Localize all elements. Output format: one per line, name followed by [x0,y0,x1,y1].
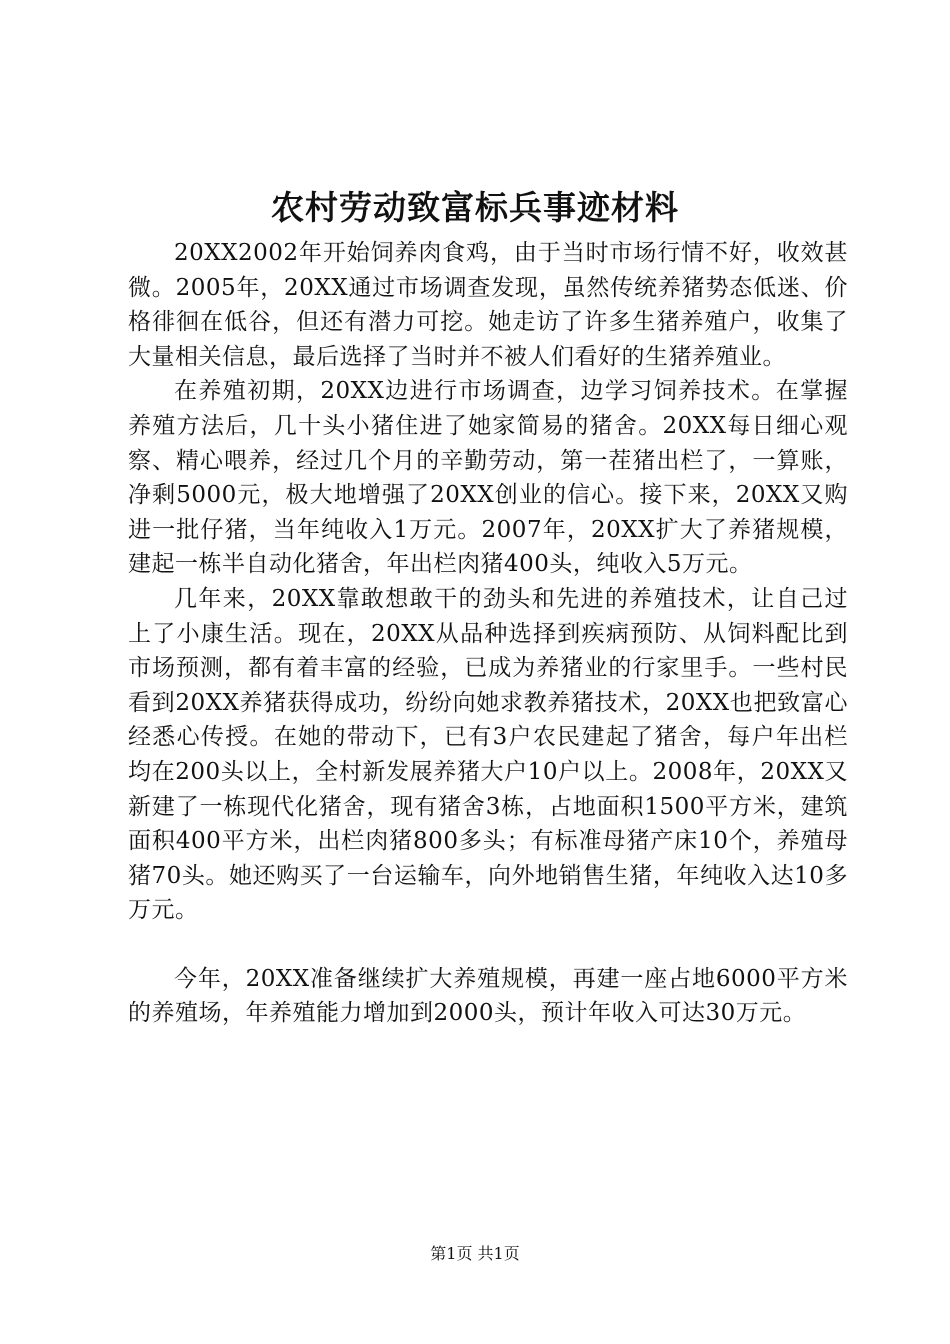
paragraph-4: 今年，20XX准备继续扩大养殖规模，再建一座占地6000平方米的养殖场，年养殖能力增加到2000头，预计年收入可达30万元。 [128,965,848,1027]
paragraph-3: 几年来，20XX靠敢想敢干的劲头和先进的养殖技术，让自己过上了小康生活。现在，20XX从品种选择到疾病预防、从饲料配比到市场预测，都有着丰富的经验，已成为养猪业的行家里手。一些村民看到20XX养猪获得成功，纷纷向她求教养猪技术，20XX也把致富心经悉心传授。在她的带动下，已有3户农民建起了猪舍，每户年出栏均在200头以上，全村新发展养猪大户10户以上。2008年，20XX又新建了一栋现代化猪舍，现有猪舍3栋，占地面积1500平方米，建筑面积400平方米，出栏肉猪800多头；有标准母猪产床10个，养殖母猪70头。她还购买了一台运输车，向外地销售生猪，年纯收入达10多万元。 [128,585,848,924]
page-footer: 第1页 共1页 [430,1244,520,1263]
paragraph-2: 在养殖初期，20XX边进行市场调查，边学习饲养技术。在掌握养殖方法后，几十头小猪住进了她家简易的猪舍。20XX每日细心观察、精心喂养，经过几个月的辛勤劳动，第一茬猪出栏了，一算账，净剩5000元，极大地增强了20XX创业的信心。接下来，20XX又购进一批仔猪，当年纯收入1万元。2007年，20XX扩大了养猪规模，建起一栋半自动化猪舍，年出栏肉猪400头，纯收入5万元。 [128,378,848,578]
document-body [128,236,848,1031]
document-title: 农村劳动致富标兵事迹材料 [271,188,679,227]
paragraph-1: 20XX2002年开始饲养肉食鸡，由于当时市场行情不好，收效甚微。2005年，20XX通过市场调查发现，虽然传统养猪势态低迷、价格徘徊在低谷，但还有潜力可挖。她走访了许多生猪养殖户，收集了大量相关信息，最后选择了当时并不被人们看好的生猪养殖业。 [128,240,848,370]
